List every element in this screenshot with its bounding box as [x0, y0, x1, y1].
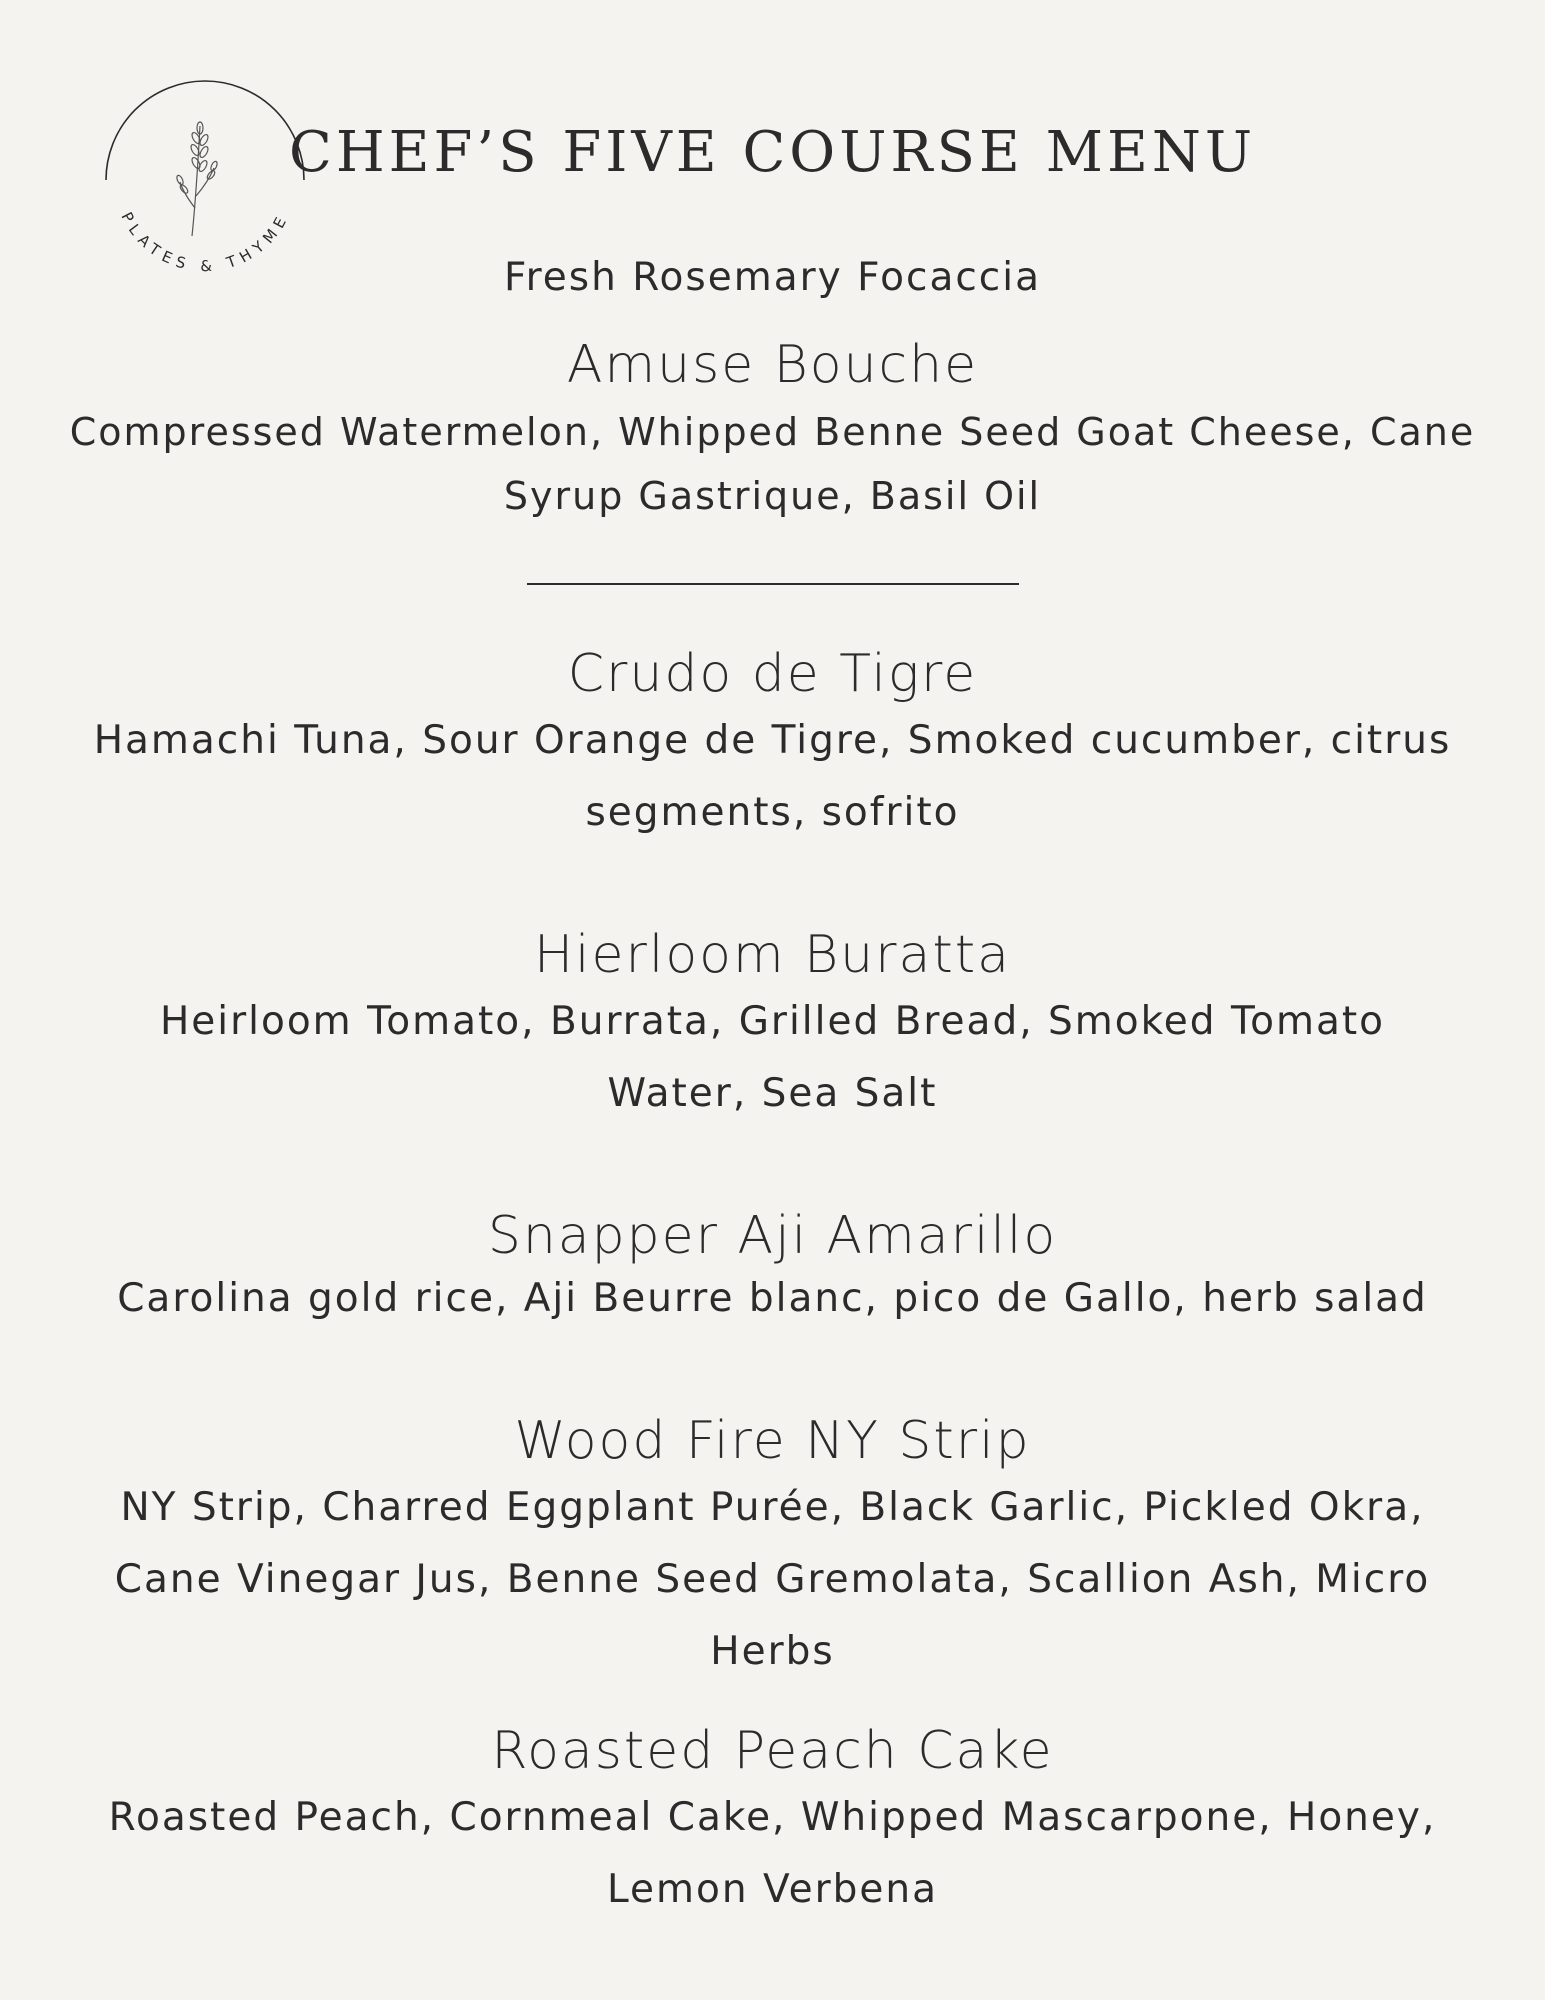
description-line: Herbs [710, 1629, 835, 1675]
bread-item: Fresh Rosemary Focaccia [504, 255, 1041, 300]
description-line: Carolina gold rice, Aji Beurre blanc, pico de Gallo, herb salad [117, 1276, 1428, 1322]
course-description [0, 1782, 1545, 1926]
course-name: Snapper Aji Amarillo [487, 1206, 1058, 1266]
menu-title: CHEF’S FIVE COURSE MENU [288, 120, 1257, 185]
description-line: Water, Sea Salt [607, 1071, 938, 1117]
course-name: Wood Fire NY Strip [514, 1411, 1031, 1471]
description-line: Lemon Verbena [606, 1867, 939, 1913]
description-line: Roasted Peach, Cornmeal Cake, Whipped Mascarpone, Honey, [108, 1795, 1437, 1841]
description-line: Compressed Watermelon, Whipped Benne Seed Goat Cheese, Cane [69, 410, 1476, 455]
description-line: NY Strip, Charred Eggplant Purée, Black Garlic, Pickled Okra, [120, 1485, 1425, 1531]
course-name: Hierloom Buratta [533, 925, 1012, 985]
logo-text: PLATES & THYME [117, 209, 293, 276]
description-line: Heirloom Tomato, Burrata, Grilled Bread, Smoked Tomato [159, 999, 1386, 1045]
description-line: Hamachi Tuna, Sour Orange de Tigre, Smoked cucumber, citrus [93, 718, 1452, 764]
section-divider [527, 583, 1019, 585]
course-description [0, 1472, 1545, 1688]
course-name: Amuse Bouche [566, 335, 979, 395]
course-description [0, 1267, 1545, 1331]
course-description [0, 986, 1545, 1130]
course-item [0, 1720, 1545, 1926]
course-description [0, 705, 1545, 849]
course-name: Crudo de Tigre [567, 644, 978, 704]
course-item [0, 1410, 1545, 1688]
description-line: Syrup Gastrique, Basil Oil [503, 474, 1042, 519]
course-item [0, 1205, 1545, 1331]
course-item [0, 924, 1545, 1130]
course-name: Roasted Peach Cake [491, 1721, 1054, 1781]
description-line: Cane Vinegar Jus, Benne Seed Gremolata, Scallion Ash, Micro [114, 1557, 1431, 1603]
amuse-course [0, 334, 1545, 528]
course-item [0, 643, 1545, 849]
course-description [0, 400, 1545, 528]
description-line: segments, sofrito [585, 790, 960, 836]
